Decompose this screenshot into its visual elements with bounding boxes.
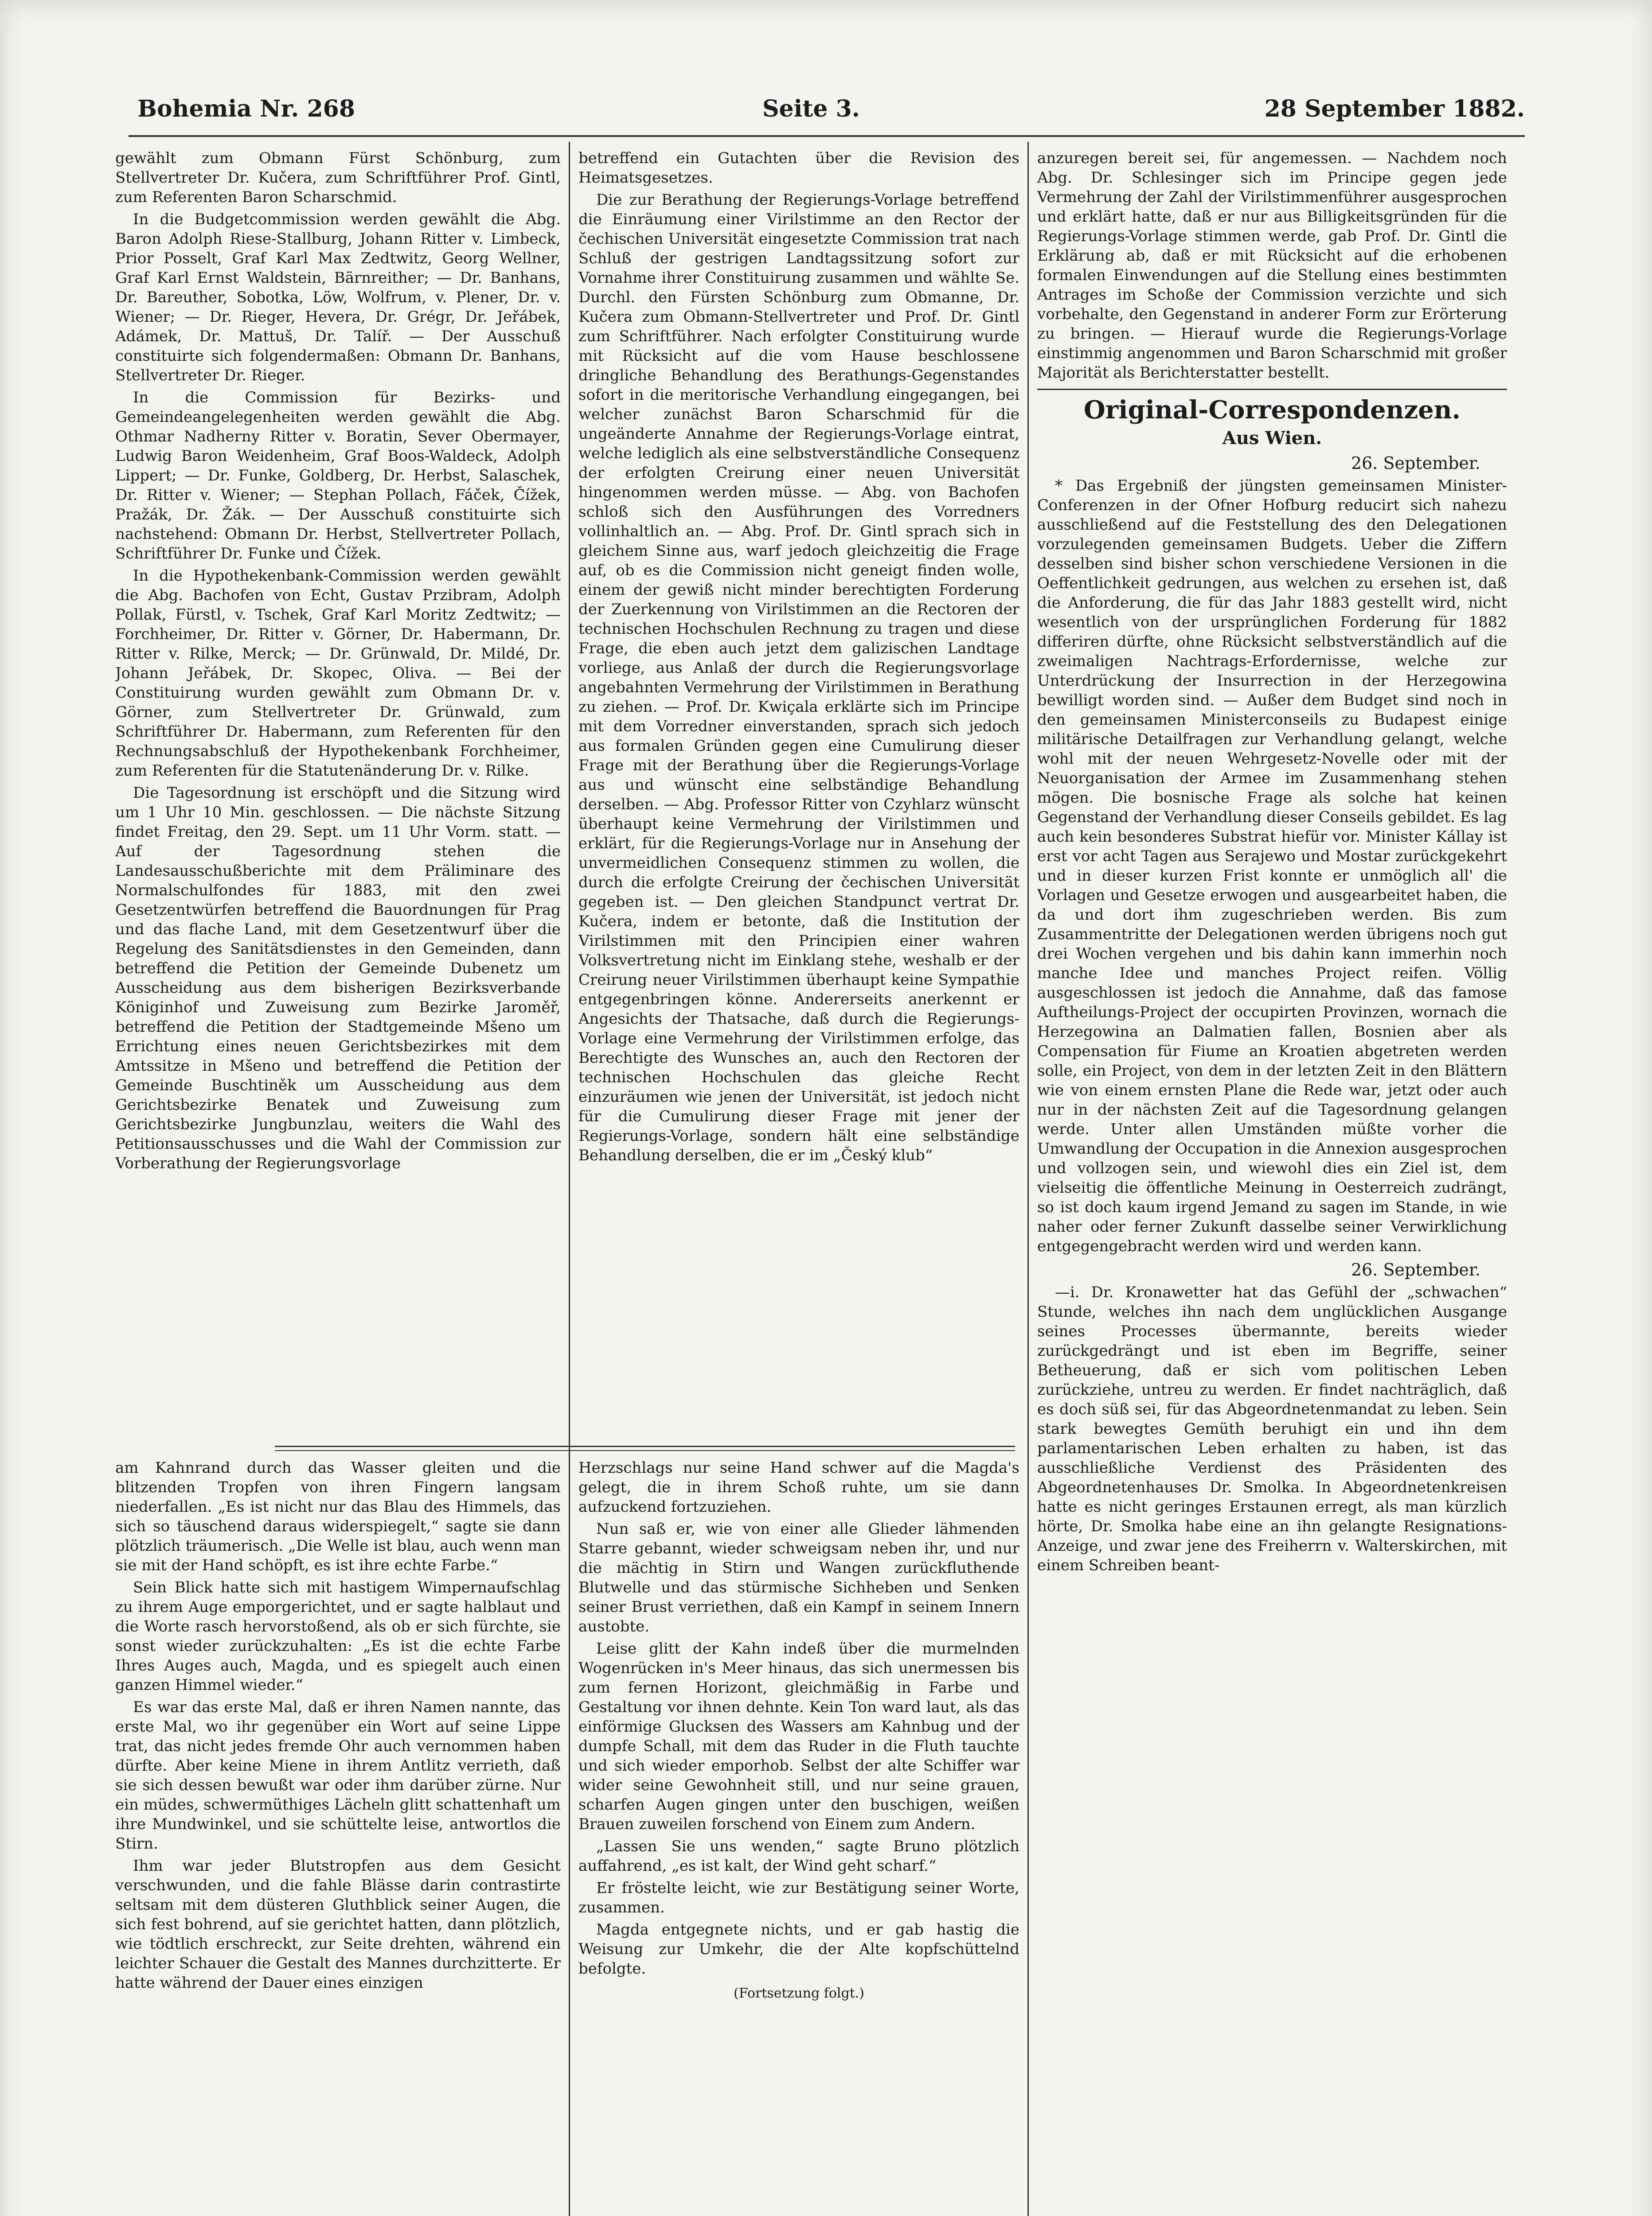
feuilleton-rule-thin [275,1450,1015,1451]
column-divider-2 [1027,142,1029,2216]
feuilleton-column-2 [578,1458,1019,2216]
paragraph: In die Budgetcommission werden gewählt die Abg. Baron Adolph Riese-Stallburg, Johann Ritter v. Limbeck, Prior Posselt, Graf Karl Max Zedtwitz, Georg Wellner, Graf Karl Ernst Waldstein, Bärnreither; — Dr. Banhans, Dr. Bareuther, Sobotka, Löw, Wolfrum, v. Plener, Dr. v. Wiener; — Dr. Rieger, Hevera, Dr. Grégr, Dr. Jeřábek, Adámek, Dr. Mattuš, Dr. Talíř. — Der Ausschuß constituirte sich folgendermaßen: Obmann Dr. Banhans, Stellvertreter Dr. Rieger. [115,211,561,384]
dateline-date: 26. September. [1351,1260,1480,1280]
paragraph: Ihm war jeder Blutstropfen aus dem Gesicht verschwunden, und die fahle Blässe darin contrastirte seltsam mit dem düsteren Gluthblick seiner Augen, die sich fest bohrend, auf sie gerichtet hatten, dann plötzlich, wie tödtlich erschreckt, zur Seite drehten, während ein leichter Schauer die Gestalt des Mannes durchzitterte. Er hatte während der Dauer eines einzigen [115,1857,561,1992]
paragraph: Leise glitt der Kahn indeß über die murmelnden Wogenrücken in's Meer hinaus, das sich unermessen bis zum fernen Horizont, gleichmäßig in Farbe und Gestaltung vor ihnen dehnte. Kein Ton ward laut, als das einförmige Glucksen des Wassers am Kahnbug und der dumpfe Schall, mit dem das Ruder in die Fluth tauchte und sich wieder emporhob. Selbst der alte Schiffer war wider seine Gewohnheit still, und nur seine grauen, scharfen Augen gingen unter den buschigen, weißen Brauen zuweilen forschend von Einem zum Andern. [578,1640,1019,1833]
paragraph: Die zur Berathung der Regierungs-Vorlage betreffend die Einräumung einer Virilstimme an den Rector der čechischen Universität eingesetzte Commission trat nach Schluß der gestrigen Landtagssitzung sofort zur Vornahme ihrer Constituirung zusammen und wählte Se. Durchl. den Fürsten Schönburg zum Obmanne, Dr. Kučera zum Obmann-Stellvertreter und Prof. Dr. Gintl zum Schriftführer. Nach erfolgter Constituirung wurde mit Rücksicht auf die vom Hause beschlossene dringliche Behandlung des Berathungs-Gegenstandes sofort in die meritorische Verhandlung eingegangen, bei welcher zunächst Baron Scharschmid für die ungeänderte Annahme der Regierungs-Vorlage eintrat, welche lediglich als eine selbstverständliche Consequenz der erfolgten Creirung einer neuen Universität hingenommen werden müsse. — Abg. von Bachofen schloß sich den Ausführungen des Vorredners vollinhaltlich an. — Abg. Prof. Dr. Gintl sprach sich in gleichem Sinne aus, warf jedoch gleichzeitig die Frage auf, ob es die Commission nicht geneigt finden wolle, einem der gewiß nicht minder berechtigten Forderung der Zuerkennung von Virilstimmen an die Rectoren der technischen Hochschulen Rechnung zu tragen und diese Frage, die eben auch jetzt dem galizischen Landtage vorliege, aus Anlaß der durch die Regierungsvorlage angebahnten Vermehrung der Virilstimmen in Berathung zu ziehen. — Prof. Dr. Kwiçala erklärte sich im Principe mit dem Vorredner einverstanden, sprach sich jedoch aus formalen Gründen gegen eine Cumulirung dieser Frage mit der Berathung über die Regierungs-Vorlage aus und wünscht eine selbständige Behandlung derselben. — Abg. Professor Ritter von Czyhlarz wünscht überhaupt keine Vermehrung der Virilstimmen und erklärt, für die Regierungs-Vorlage nur in Ansehung der unvermeidlichen Consequenz stimmen zu wollen, die durch die erfolgte Creirung der čechischen Universität gegeben ist. — Den gleichen Standpunct vertrat Dr. Kučera, indem er betonte, daß die Institution der Virilstimmen mit den Principien einer wahren Volksvertretung nicht im Einklang stehe, weshalb er der Creirung neuer Virilstimmen überhaupt keine Sympathie entgegenbringen könne. Andererseits anerkennt er Angesichts der Thatsache, daß durch die Regierungs-Vorlage eine Vermehrung der Virilstimmen erfolge, das Berechtigte des Wunsches an, auch den Rectoren der technischen Hochschulen das gleiche Recht einzuräumen wie jenen der Universität, ist jedoch nicht für die Cumulirung dieser Frage mit jener der Regierungs-Vorlage, sondern hält eine selbständige Behandlung derselben, die er im „Český klub“ [578,191,1019,1164]
page-number: Seite 3. [762,95,860,122]
section-heading: Original-Correspondenzen. [1084,395,1461,425]
paragraph: Nun saß er, wie von einer alle Glieder lähmenden Starre gebannt, wieder schweigsam neben ihr, und nur die mächtig in Stirn und Wangen zurückfluthende Blutwelle und das stürmische Sichheben und Senken seiner Brust verriethen, daß ein Kampf in seinem Innern austobte. [578,1520,1019,1635]
feuilleton-column-1 [115,1458,561,2216]
dateline-place: Aus Wien. [1222,428,1322,449]
masthead-rule [129,135,1525,137]
paragraph: Sein Blick hatte sich mit hastigem Wimpernaufschlag zu ihrem Auge emporgerichtet, und er sagte halblaut und die Worte rasch hervorstoßend, als ob er sich fürchte, sie sonst wieder zurückzuhalten: „Es ist die echte Farbe Ihres Auges auch, Magda, und es spiegelt auch einen ganzen Himmel wieder.“ [115,1579,561,1694]
paragraph: In die Hypothekenbank-Commission werden gewählt die Abg. Bachofen von Echt, Gustav Przibram, Adolph Pollak, Fürstl, v. Tschek, Graf Karl Moritz Zedtwitz; — Forchheimer, Dr. Ritter v. Görner, Dr. Habermann, Dr. Ritter v. Rilke, Merck; — Dr. Grünwald, Dr. Mildé, Dr. Johann Jeřábek, Dr. Skopec, Oliva. — Bei der Constituirung wurden gewählt zum Obmann Dr. v. Görner, zum Stellvertreter Dr. Grünwald, zum Schriftführer Dr. Habermann, zum Referenten für den Rechnungsabschluß der Hypothekenbank Forchheimer, zum Referenten für die Statutenänderung Dr. v. Rilke. [115,567,561,780]
paragraph: betreffend ein Gutachten über die Revision des Heimatsgesetzes. [578,149,1019,187]
paragraph: „Lassen Sie uns wenden,“ sagte Bruno plötzlich auffahrend, „es ist kalt, der Wind geht scharf.“ [578,1838,1019,1875]
issue-date: 28 September 1882. [1264,95,1525,122]
column-3 [1037,148,1507,2216]
section-rule [1037,389,1507,390]
paragraph: * Das Ergebniß der jüngsten gemeinsamen Minister-Conferenzen in der Ofner Hofburg reducirt sich nahezu ausschließend auf die Feststellung des den Delegationen vorzulegenden gemeinsamen Budgets. Ueber die Ziffern desselben sind bisher schon verschiedene Versionen in die Oeffentlichkeit gedrungen, aus welchen zu ersehen ist, daß die Anforderung, die für das Jahr 1883 gestellt wird, nicht wesentlich von der ursprünglichen Forderung für 1882 differiren dürfte, ohne Rücksicht selbstverständlich auf die zweimaligen Nachtrags-Erfordernisse, welche zur Unterdrückung der Insurrection in der Herzegowina bewilligt worden sind. — Außer dem Budget sind noch in den gemeinsamen Ministerconseils zu Budapest einige militärische Detailfragen zur Verhandlung gelangt, welche wohl mit der neuen Wehrgesetz-Novelle oder mit der Neuorganisation der Armee im Zusammenhang stehen mögen. Die bosnische Frage als solche hat keinen Gegenstand der Verhandlung dieser Conseils gebildet. Es lag auch kein besonderes Substrat hiefür vor. Minister Kállay ist erst vor acht Tagen aus Serajewo und Mostar zurückgekehrt und in dieser kurzen Frist konnte er unmöglich all' die Vorlagen und Gesetze erwogen und ausgearbeitet haben, die da und dort ihm zugeschrieben werden. Bis zum Zusammentritte der Delegationen werden übrigens noch gut drei Wochen vergehen und bis dahin kann immerhin noch manche Idee und manches Project reifen. Völlig ausgeschlossen ist jedoch die Annahme, daß das famose Auftheilungs-Project der occupirten Provinzen, wornach die Herzegowina an Dalmatien fallen, Bosnien aber als Compensation für Fiume an Kroatien abgetreten werden solle, ein Project, von dem in der letzten Zeit in den Blättern wie von einem ernsten Plane die Rede war, jetzt oder auch nur in der nächsten Zeit auf die Tagesordnung gelangen werde. Unter allen Umständen müßte vorher die Umwandlung der Occupation in die Annexion ausgesprochen und vollzogen sein, und wiewohl dies ein Ziel ist, dem vielseitig die öffentliche Meinung in Oesterreich zudrängt, so ist doch kaum irgend Jemand zu sagen im Stande, in wie naher oder ferner Zukunft dasselbe seiner Verwirklichung entgegengebracht werden wird und werden kann. [1037,477,1507,1255]
masthead [129,95,1525,131]
continuation-note: (Fortsetzung folgt.) [734,1986,864,2001]
paragraph: Herzschlags nur seine Hand schwer auf die Magda's gelegt, die in ihrem Schoß ruhte, um sie dann aufzuckend fortzuziehen. [578,1459,1019,1516]
column-2-news [578,148,1019,1436]
paragraph: —i. Dr. Kronawetter hat das Gefühl der „schwachen“ Stunde, welches ihn nach dem unglücklichen Ausgange seines Processes übermannte, bereits wieder zurückgedrängt und ist eben im Begriffe, seiner Betheuerung, daß er sich vom politischen Leben zurückziehe, untreu zu werden. Er findet nachträglich, daß es doch süß sei, für das Abgeordnetenmandat zu leben. Sein stark bewegtes Gemüth beruhigt ein und ihn dem parlamentarischen Leben erhalten zu haben, ist das ausschließliche Verdienst des Präsidenten des Abgeordnetenhauses Dr. Smolka. In Abgeordnetenkreisen hatte es nicht geringes Erstaunen erregt, als man kürzlich hörte, Dr. Smolka habe eine an ihn gelangte Resignations-Anzeige, und zwar jene des Freiherrn v. Walterskirchen, mit einem Schreiben beant- [1037,1284,1507,1574]
feuilleton-rule [275,1446,1015,1447]
paragraph: anzuregen bereit sei, für angemessen. — Nachdem noch Abg. Dr. Schlesinger sich im Principe gegen jede Vermehrung der Zahl der Virilstimmenführer ausgesprochen und erklärt hatte, daß er nur aus Billigkeitsgründen für die Regierungs-Vorlage stimmen werde, gab Prof. Dr. Gintl die Erklärung ab, daß er mit Rücksicht auf die erhobenen formalen Einwendungen auf die Stellung eines bestimmten Antrages im Schoße der Commission verzichte und sich vorbehalte, den Gegenstand in anderer Form zur Erörterung zu bringen. — Hierauf wurde die Regierungs-Vorlage einstimmig angenommen und Baron Scharschmid mit großer Majorität als Berichterstatter bestellt. [1037,149,1507,382]
dateline-date: 26. September. [1351,453,1480,473]
paragraph: Er fröstelte leicht, wie zur Bestätigung seiner Worte, zusammen. [578,1879,1019,1916]
column-1-news [115,148,561,1436]
newspaper-issue: Bohemia Nr. 268 [137,95,355,122]
paragraph: Es war das erste Mal, daß er ihren Namen nannte, das erste Mal, wo ihr gegenüber ein Wort auf seine Lippe trat, das nicht jedes fremde Ohr auch vernommen haben dürfte. Aber keine Miene in ihrem Antlitz verrieth, daß sie sich dessen bewußt war oder ihm darüber zürne. Nur ein müdes, schwermüthiges Lächeln glitt schattenhaft um ihre Mundwinkel, und sie schüttelte leise, antwortlos die Stirn. [115,1698,561,1853]
paragraph: In die Commission für Bezirks- und Gemeindeangelegenheiten werden gewählt die Abg. Othmar Nadherny Ritter v. Boratin, Sever Obermayer, Ludwig Baron Weidenheim, Graf Boos-Waldeck, Adolph Lippert; — Dr. Funke, Goldberg, Dr. Herbst, Salaschek, Dr. Ritter v. Wiener; — Stephan Pollach, Fáček, Čížek, Pražák, Dr. Žák. — Der Ausschuß constituirte sich nachstehend: Obmann Dr. Herbst, Stellvertreter Pollach, Schriftführer Dr. Funke und Čížek. [115,389,561,562]
paragraph: gewählt zum Obmann Fürst Schönburg, zum Stellvertreter Dr. Kučera, zum Schriftführer Prof. Gintl, zum Referenten Baron Scharschmid. [115,149,561,206]
paragraph: Magda entgegnete nichts, und er gab hastig die Weisung zur Umkehr, die der Alte kopfschüttelnd befolgte. [578,1921,1019,1978]
paragraph: Die Tagesordnung ist erschöpft und die Sitzung wird um 1 Uhr 10 Min. geschlossen. — Die nächste Sitzung findet Freitag, den 29. Sept. um 11 Uhr Vorm. statt. — Auf der Tagesordnung stehen die Landesausschußberichte mit dem Präliminare des Normalschulfondes für 1883, mit den zwei Gesetzentwürfen betreffend die Bauordnungen für Prag und das flache Land, mit dem Gesetzentwurf über die Regelung des Sanitätsdienstes in den Gemeinden, dann betreffend die Petition der Gemeinde Dubenetz um Ausscheidung aus dem bisherigen Bezirksverbande Königinhof und Zuweisung zum Bezirke Jaroměř, betreffend die Petition der Stadtgemeinde Mšeno um Errichtung eines neuen Gerichtsbezirkes mit dem Amtssitze in Mšeno und betreffend die Petition der Gemeinde Buschtiněk um Ausscheidung aus dem Gerichtsbezirke Benatek und Zuweisung zum Gerichtsbezirke Jungbunzlau, weiters die Wahl des Petitionsausschusses und die Wahl der Commission zur Vorberathung der Regierungsvorlage [115,784,561,1172]
paragraph: am Kahnrand durch das Wasser gleiten und die blitzenden Tropfen von ihren Fingern langsam niederfallen. „Es ist nicht nur das Blau des Himmels, das sich so täuschend daraus widerspiegelt,“ sagte sie dann plötzlich träumerisch. „Die Welle ist blau, auch wenn man sie mit der Hand schöpft, es ist ihre echte Farbe.“ [115,1459,561,1574]
column-divider-1 [569,142,570,2216]
